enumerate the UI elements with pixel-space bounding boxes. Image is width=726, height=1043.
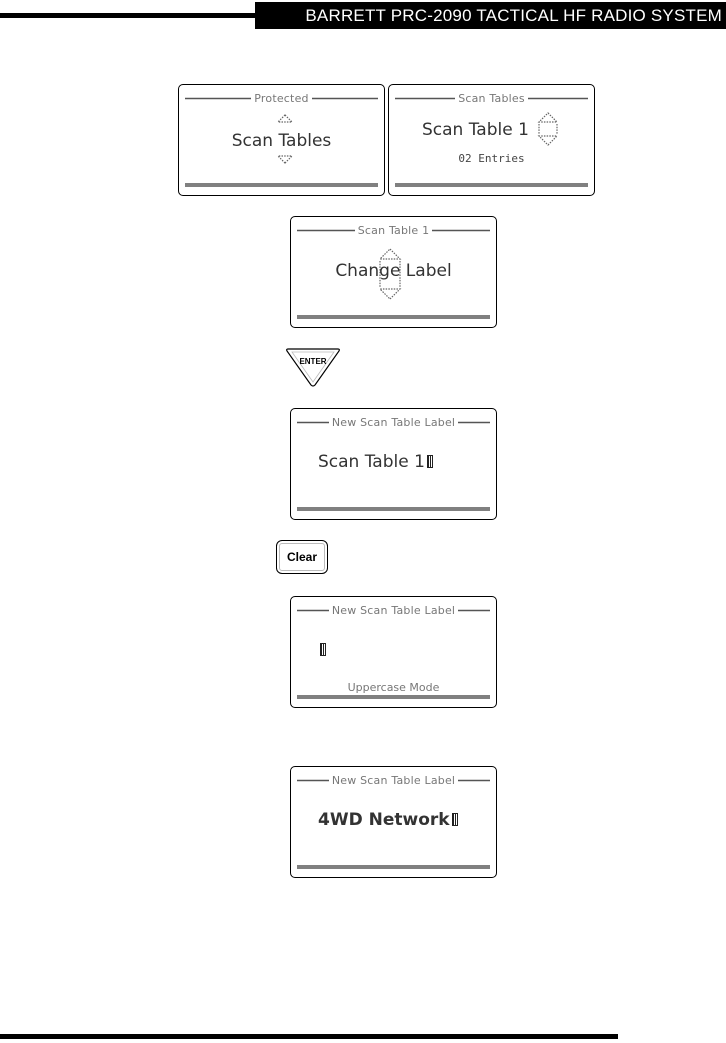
label-input-field[interactable]: [318, 452, 433, 472]
lcd-scan-table-1: [290, 216, 497, 328]
header-title: BARRETT PRC-2090 TACTICAL HF RADIO SYSTEM: [305, 5, 722, 25]
screen-title: New Scan Table Label: [331, 603, 456, 617]
enter-key-shape-icon: [284, 345, 342, 389]
lcd-new-label-2: [290, 596, 497, 708]
screen-main-text: Scan Table 1: [422, 120, 529, 140]
enter-key[interactable]: [284, 345, 342, 389]
mode-indicator: Uppercase Mode: [347, 681, 440, 694]
label-input-field[interactable]: [318, 640, 326, 660]
label-text: Scan Table 1: [318, 452, 425, 472]
screen-main-text: Change Label: [335, 261, 452, 281]
cursor-block-icon: [427, 455, 433, 468]
cursor-block-icon: [320, 643, 326, 656]
up-down-arrows-icon: [535, 111, 561, 147]
enter-key-label: ENTER: [299, 357, 327, 366]
screen-title: Scan Tables: [458, 91, 525, 105]
lcd-scan-tables: [388, 84, 595, 196]
label-text: 4WD Network: [318, 810, 450, 830]
screen-main-text: Scan Tables: [231, 131, 332, 151]
screen-title: Scan Table 1: [357, 223, 430, 237]
lcd-protected: [178, 84, 385, 196]
label-input-field[interactable]: [318, 810, 458, 830]
screen-title: New Scan Table Label: [331, 773, 456, 787]
screen-title: Protected: [254, 91, 309, 105]
page-header: [255, 2, 726, 29]
screen-sub-text: 02 Entries: [458, 152, 525, 165]
header-rule: [0, 13, 255, 18]
clear-button[interactable]: [276, 540, 328, 574]
cursor-block-icon: [452, 813, 458, 826]
footer-rule: [0, 1034, 618, 1039]
clear-button-label: Clear: [286, 550, 318, 564]
lcd-new-label-3: [290, 766, 497, 878]
lcd-new-label-1: [290, 408, 497, 520]
screen-title: New Scan Table Label: [331, 415, 456, 429]
